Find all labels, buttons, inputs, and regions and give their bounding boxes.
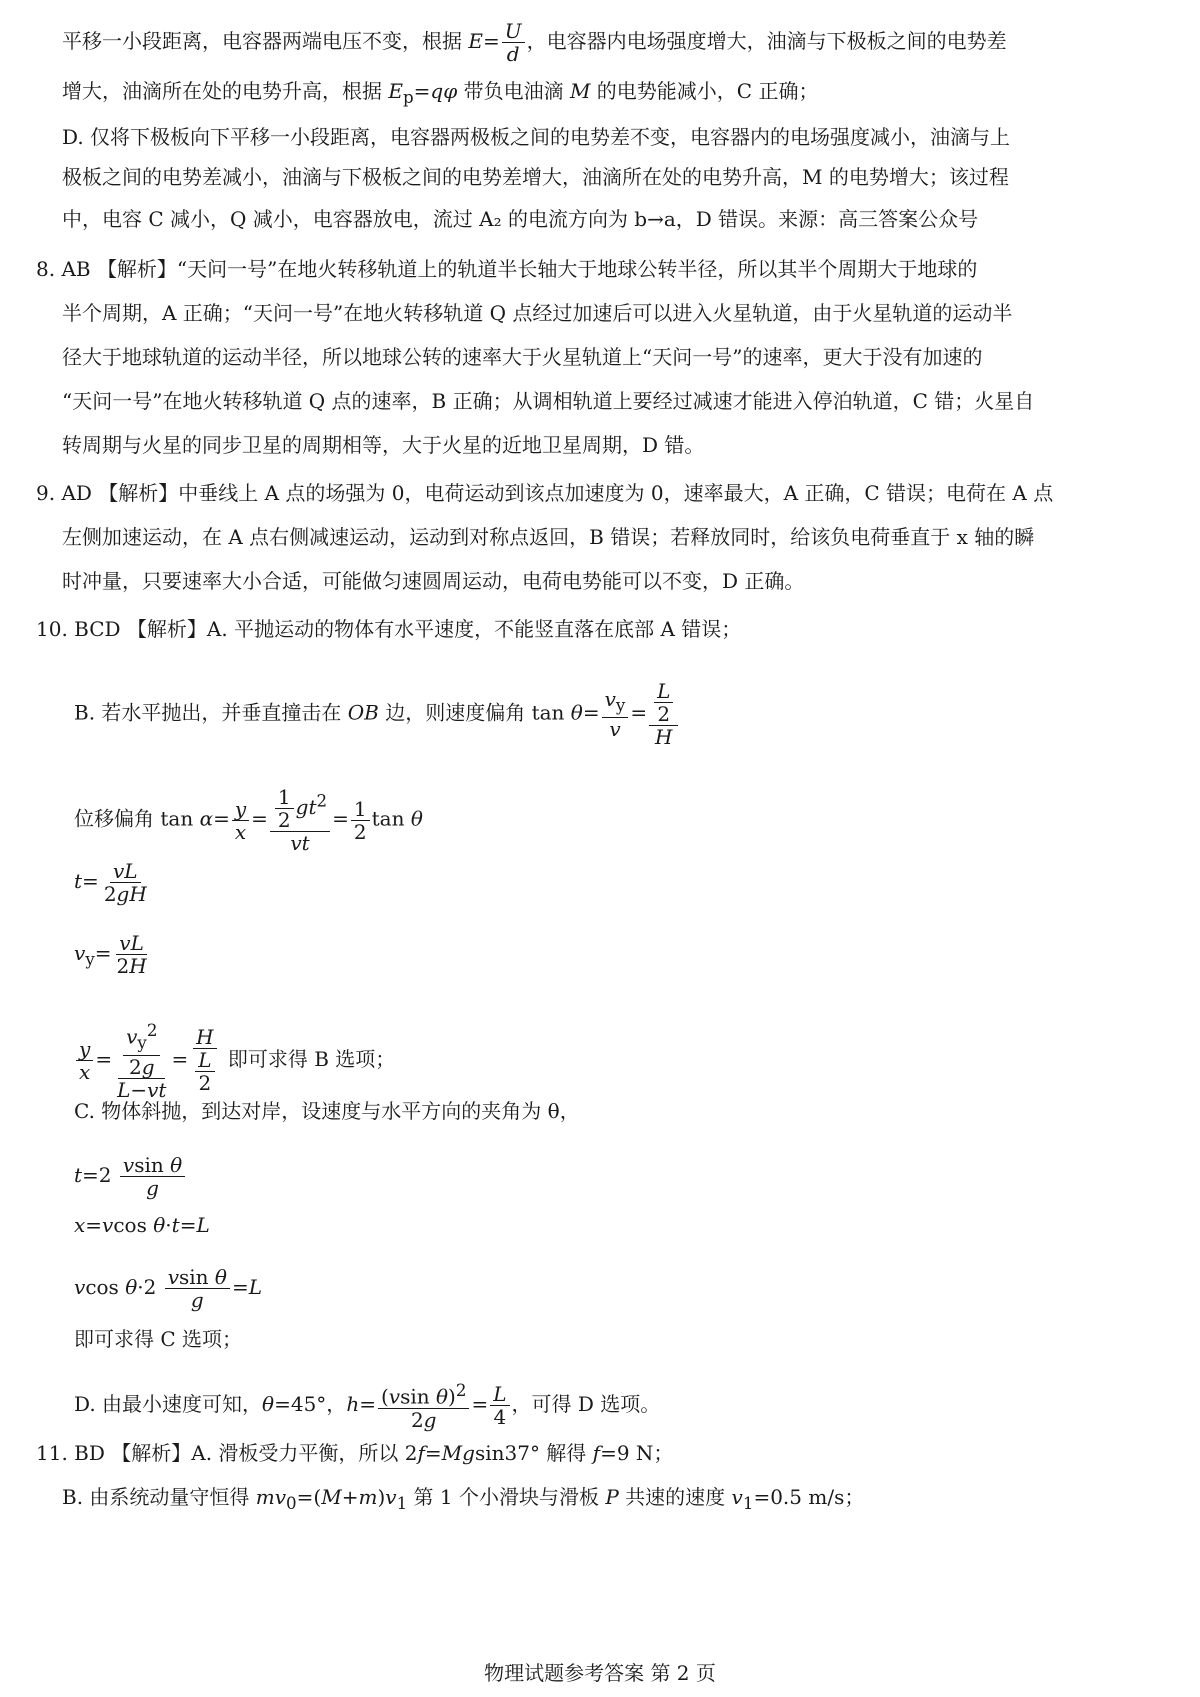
text-line: 中，电容 C 减小，Q 减小，电容器放电，流过 A₂ 的电流方向为 b→a，D 错误。来源：高三答案公众号 bbox=[62, 207, 979, 231]
text-line: B. 由系统动量守恒得 $mv_0=(M+m)v_1$ 第 1 个小滑块与滑板 P 共速的速度 $v_1=0.5$ m/s； bbox=[62, 1485, 865, 1513]
text-line: D. 仅将下极板向下平移一小段距离，电容器两极板之间的电势差不变，电容器内的电场强度减小，油滴与上 bbox=[62, 125, 1011, 149]
text-line: C. 物体斜抛，到达对岸，设速度与水平方向的夹角为 θ， bbox=[74, 1099, 580, 1123]
formula-line: $v_y=$ $\frac{vL}{2H}$ bbox=[74, 931, 147, 978]
text-line: “天问一号”在地火转移轨道 Q 点的速率，B 正确；从调相轨道上要经过减速才能进入停泊轨道，C 错；火星自 bbox=[62, 389, 1035, 413]
text-line: 转周期与火星的同步卫星的周期相等，大于火星的近地卫星周期，D 错。 bbox=[62, 433, 705, 457]
text-line: 8. AB 【解析】“天问一号”在地火转移轨道上的轨道半长轴大于地球公转半径，所以其半个周期大于地球的 bbox=[36, 257, 978, 281]
formula-line: vcos θ·2 $\frac{\text{vsin θ}}{g}$ =L bbox=[74, 1265, 262, 1312]
text-line: 增大，油滴所在处的电势升高，根据 $E_p=q\varphi$ 带负电油滴 M 的电势能减小，C 正确； bbox=[62, 79, 819, 107]
text-line: 即可求得 C 选项； bbox=[74, 1327, 243, 1351]
formula-line: 位移偏角 tan α= $\frac{y}{x}$ = $\frac{1}{2}$ $gt^2$ vt = $\frac{1}{2}$ tan θ bbox=[74, 785, 423, 855]
formula-line: B. 若水平抛出，并垂直撞击在 OB 边，则速度偏角 tan θ= $\frac{v_y}{v}$ = $\frac{\frac{L}{2}}{H}$ bbox=[74, 680, 680, 748]
formula-line: t=2 $\frac{\text{vsin θ}}{g}$ bbox=[74, 1154, 187, 1199]
formula-line: x=vcos θ·t=L bbox=[74, 1213, 210, 1237]
text-line: 径大于地球轨道的运动半径，所以地球公转的速率大于火星轨道上“天问一号”的速率，更大于没有加速的 bbox=[62, 345, 983, 369]
formula-line: $\frac{y}{x}$ = $\frac{\frac{v_y^2}{2g}}{L-vt}$ = $\frac{H}{\frac{L}{2}}$ 即可求得 B 选项； bbox=[74, 1020, 395, 1101]
text-line: 时冲量，只要速率大小合适，可能做匀速圆周运动，电荷电势能可以不变，D 正确。 bbox=[62, 569, 805, 593]
text-line: 半个周期，A 正确；“天问一号”在地火转移轨道 Q 点经过加速后可以进入火星轨道，由于火星轨道的运动半 bbox=[62, 301, 1013, 325]
text-line: 10. BCD 【解析】A. 平抛运动的物体有水平速度，不能竖直落在底部 A 错误； bbox=[36, 617, 742, 641]
text-line: 11. BD 【解析】A. 滑板受力平衡，所以 2f=Mgsin37° 解得 f=9 N； bbox=[36, 1441, 674, 1465]
formula-line: D. 由最小速度可知，θ=45°，h= $\frac{(vsin \theta)^2}{2g}$ = $\frac{L}{4}$ ，可得 D 选项。 bbox=[74, 1381, 661, 1432]
text-line: 左侧加速运动，在 A 点右侧减速运动，运动到对称点返回，B 错误；若释放同时，给该负电荷垂直于 x 轴的瞬 bbox=[62, 525, 1035, 549]
formula-line: t= $\frac{vL}{2gH}$ bbox=[74, 859, 147, 906]
text-line: 平移一小段距离，电容器两端电压不变，根据 E= $\frac{U}{d}$ ，电容器内电场强度增大，油滴与下极板之间的电势差 bbox=[62, 19, 1007, 66]
text-line: 极板之间的电势差减小，油滴与下极板之间的电势差增大，油滴所在处的电势升高，M 的电势增大；该过程 bbox=[62, 165, 1009, 189]
page-footer: 物理试题参考答案 第 2 页 bbox=[484, 1661, 716, 1685]
text-line: 9. AD 【解析】中垂线上 A 点的场强为 0，电荷运动到该点加速度为 0，速率最大，A 正确，C 错误；电荷在 A 点 bbox=[36, 481, 1054, 505]
